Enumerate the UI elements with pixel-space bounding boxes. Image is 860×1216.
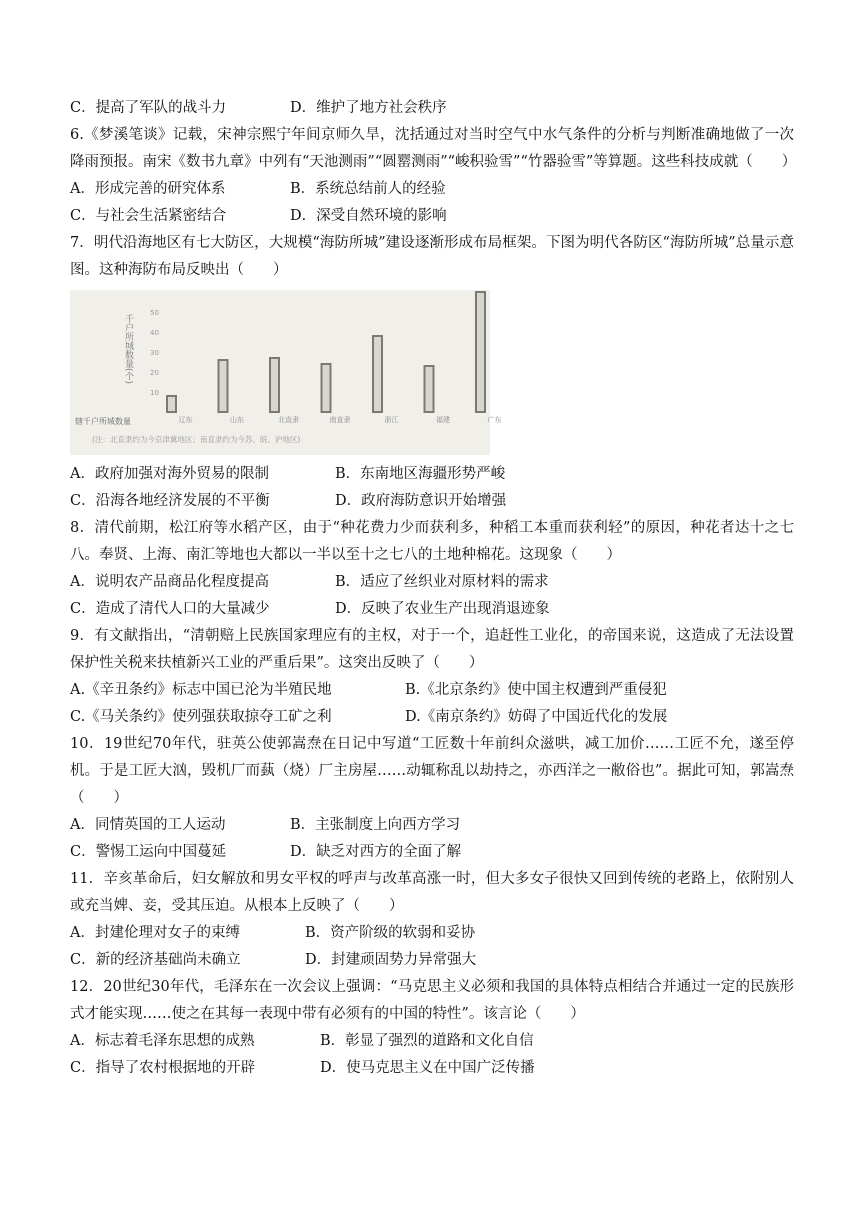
q11-option-c[interactable]: C．新的经济基础尚未确立 xyxy=(70,952,241,968)
q8-option-b[interactable]: B．适应了丝织业对原材料的需求 xyxy=(335,574,549,590)
y-tick-label: 10 xyxy=(150,389,159,397)
chart-svg xyxy=(70,290,502,455)
question-11-options-row2 xyxy=(70,947,794,974)
haifang-bar-chart xyxy=(70,290,502,455)
question-8-options-row2 xyxy=(70,596,794,623)
q9-option-a[interactable]: A.《辛丑条约》标志中国已沦为半殖民地 xyxy=(70,682,332,698)
y-tick-label: 30 xyxy=(150,349,159,357)
question-10-options-row1 xyxy=(70,812,794,839)
question-12-options-row2 xyxy=(70,1055,794,1082)
q7-option-c[interactable]: C．沿海各地经济发展的不平衡 xyxy=(70,493,270,509)
category-label: 辽东 xyxy=(178,416,193,424)
question-10-options-row2 xyxy=(70,839,794,866)
q6-option-b[interactable]: B．系统总结前人的经验 xyxy=(290,181,446,197)
q6-option-d[interactable]: D．深受自然环境的影响 xyxy=(290,208,447,224)
y-tick-label: 50 xyxy=(150,309,159,317)
question-6-options-row2 xyxy=(70,203,794,230)
q7-option-a[interactable]: A．政府加强对海外贸易的限制 xyxy=(70,466,269,482)
bar-广东 xyxy=(476,292,485,412)
q6-option-a[interactable]: A．形成完善的研究体系 xyxy=(70,181,226,197)
question-7-stem: 7．明代沿海地区有七大防区，大规模“海防所城”建设逐渐形成布局框架。下图为明代各防区“海防所城”总量示意图。这种海防布局反映出（ ） xyxy=(70,235,794,278)
q11-option-b[interactable]: B．资产阶级的软弱和妥协 xyxy=(305,925,476,941)
question-9-options-row2 xyxy=(70,704,794,731)
q12-option-a[interactable]: A．标志着毛泽东思想的成熟 xyxy=(70,1033,255,1049)
q10-option-a[interactable]: A．同情英国的工人运动 xyxy=(70,817,226,833)
q7-option-b[interactable]: B．东南地区海疆形势严峻 xyxy=(335,466,506,482)
q10-option-c[interactable]: C．警惕工运向中国蔓延 xyxy=(70,844,227,860)
question-8-stem: 8．清代前期，松江府等水稻产区，由于“种花费力少而获利多，种稻工本重而获利轻”的原因，种花者达十之七八。奉贤、上海、南汇等地也大都以一半以至十之七八的土地种棉花。这现象（ ） xyxy=(70,520,794,563)
q11-option-d[interactable]: D．封建顽固势力异常强大 xyxy=(305,952,477,968)
q9-option-c[interactable]: C.《马关条约》使列强获取掠夺工矿之利 xyxy=(70,709,332,725)
category-label: 广东 xyxy=(487,416,502,424)
q12-option-d[interactable]: D．使马克思主义在中国广泛传播 xyxy=(320,1060,535,1076)
y-axis-label: 千户所城数量(个) xyxy=(123,314,133,385)
question-9-options-row1 xyxy=(70,677,794,704)
question-11-options-row1 xyxy=(70,920,794,947)
q6-option-c[interactable]: C．与社会生活紧密结合 xyxy=(70,208,227,224)
bar-辽东 xyxy=(167,396,176,412)
question-10-stem: 10．19世纪70年代，驻英公使郭嵩焘在日记中写道“工匠数十年前纠众滋哄，减工加价……工匠不允，遂至停机。于是工匠大汹，毁机厂而蓺（烧）厂主房屋……动辄称乱以劫持之，亦西洋之一敝俗也”。据此可知，郭嵩焘（ ） xyxy=(70,736,794,806)
q5-option-c[interactable]: C．提高了军队的战斗力 xyxy=(70,100,227,116)
category-label: 浙江 xyxy=(384,416,399,424)
question-6-stem: 6.《梦溪笔谈》记载，宋神宗熙宁年间京师久旱，沈括通过对当时空气中水气条件的分析与判断准确地做了一次降雨预报。南宋《数书九章》中列有“天池测雨”“圆罂测雨”“峻积验雪”“竹器验雪”等算题。这些科技成就（ ） xyxy=(70,127,797,170)
question-9-stem: 9．有文献指出，“清朝赔上民族国家理应有的主权，对于一个，追赶性工业化，的帝国来说，这造成了无法设置保护性关税来扶植新兴工业的严重后果”。这突出反映了（ ） xyxy=(70,628,794,671)
bar-北直隶 xyxy=(270,358,279,412)
row-label: 辖千户所城数量 xyxy=(75,417,131,426)
q8-option-c[interactable]: C．造成了清代人口的大量减少 xyxy=(70,601,270,617)
question-11-stem: 11．辛亥革命后，妇女解放和男女平权的呼声与改革高涨一时，但大多女子很快又回到传统的老路上，依附别人或充当婢、妾，受其压迫。从根本上反映了（ ） xyxy=(70,871,794,914)
category-label: 福建 xyxy=(436,416,450,424)
q10-option-d[interactable]: D．缺乏对西方的全面了解 xyxy=(290,844,462,860)
question-12-options-row1 xyxy=(70,1028,794,1055)
category-label: 北直隶 xyxy=(278,416,299,424)
bar-浙江 xyxy=(373,336,382,412)
q10-option-b[interactable]: B．主张制度上向西方学习 xyxy=(290,817,461,833)
q12-option-b[interactable]: B．彰显了强烈的道路和文化自信 xyxy=(320,1033,534,1049)
question-6-options-row1 xyxy=(70,176,794,203)
bar-南直隶 xyxy=(322,364,331,412)
question-8-options-row1 xyxy=(70,569,794,596)
q11-option-a[interactable]: A．封建伦理对女子的束缚 xyxy=(70,925,240,941)
page-content xyxy=(70,95,797,1082)
bar-福建 xyxy=(425,366,434,412)
y-tick-label: 20 xyxy=(150,369,159,377)
category-label: 南直隶 xyxy=(329,416,351,424)
y-tick-label: 40 xyxy=(150,329,159,337)
question-12-stem: 12．20世纪30年代，毛泽东在一次会议上强调：“马克思主义必须和我国的具体特点相结合并通过一定的民族形式才能实现……使之在其每一表现中带有必须有的中国的特性”。该言论（ ） xyxy=(70,979,794,1022)
question-7-options-row2 xyxy=(70,488,794,515)
q12-option-c[interactable]: C．指导了农村根据地的开辟 xyxy=(70,1060,256,1076)
q7-option-d[interactable]: D．政府海防意识开始增强 xyxy=(335,493,507,509)
q5-options xyxy=(70,95,794,122)
q5-option-d[interactable]: D．维护了地方社会秩序 xyxy=(290,100,447,116)
q8-option-a[interactable]: A．说明农产品商品化程度提高 xyxy=(70,574,269,590)
question-7-options-row1 xyxy=(70,461,794,488)
category-label: 山东 xyxy=(230,416,244,424)
bar-山东 xyxy=(219,360,228,412)
chart-note: (注：北直隶约为今京津冀地区；南直隶约为今苏、皖、沪地区) xyxy=(92,435,301,444)
q9-option-b[interactable]: B.《北京条约》使中国主权遭到严重侵犯 xyxy=(405,682,667,698)
q8-option-d[interactable]: D．反映了农业生产出现消退迹象 xyxy=(335,601,550,617)
q9-option-d[interactable]: D.《南京条约》妨碍了中国近代化的发展 xyxy=(405,709,668,725)
